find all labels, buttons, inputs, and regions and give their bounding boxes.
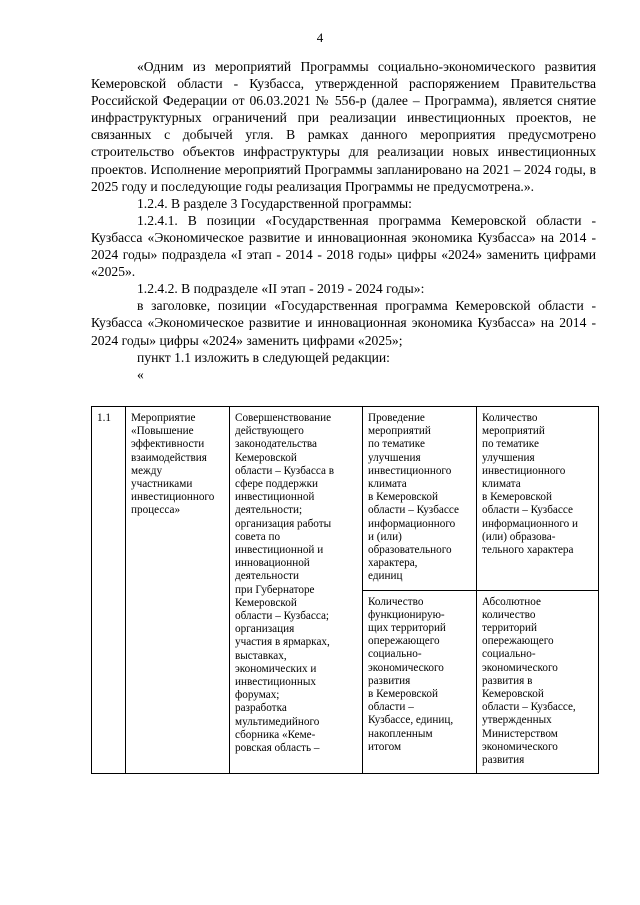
cell-number	[92, 407, 126, 774]
paragraph-1-2-4: 1.2.4. В разделе 3 Государственной программы:	[137, 195, 412, 211]
cell-indicator-name	[363, 590, 477, 774]
indicator-name-events: Проведение мероприятий по тематике улучшения инвестиционного климата в Кемеровской области – Кузбассе информационного и (или) образовательного характера, единиц	[368, 412, 459, 583]
page-number: 4	[316, 30, 324, 45]
open-quote: «	[137, 366, 144, 382]
paragraph-1-2-4-2: 1.2.4.2. В подразделе «II этап - 2019 - 2024 годы»:	[137, 281, 425, 297]
cell-measure	[126, 407, 230, 774]
cell-indicator-method	[477, 590, 599, 774]
measure-description: Совершенствование действующего законодательства Кемеровской области – Кузбасса в сфере поддержки инвестиционной деятельности; организация работы совета по инвестиционной и инновационной деятельности при Губернаторе Кемеровской области – Кузбасса; организация участия в ярмарках, выставках, экономических и инвестиционных форумах; разработка мультимедийного сборника «Кеме- ровская область –	[235, 412, 334, 755]
measure-name: Мероприятие «Повышение эффективности взаимодействия между участниками инвестиционного процесса»	[131, 412, 215, 517]
document-body	[91, 58, 596, 383]
indicator-method-events: Количество мероприятий по тематике улучшения инвестиционного климата в Кемеровской области – Кузбассе информационного и (или) образова- тельного характера	[482, 412, 579, 557]
cell-indicator-method	[477, 407, 599, 591]
paragraph-program-quote: «Одним из мероприятий Программы социально-экономического развития Кемеровской области - Кузбасса, утвержденной распоряжением Правительства Российской Федерации от 06.03.2021 № 556-р (далее – Программа), является снятие инфраструктурных ограничений при реализации инвестиционных проектов, не связанных с добычей угля. В рамках данного мероприятия предусмотрено строительство объектов инфраструктуры для реализации новых инвестиционных проектов. Исполнение мероприятий Программы запланировано на 2021 – 2024 годы, в 2025 году и последующие годы реализация Программы не предусмотрена.».	[91, 59, 596, 194]
paragraph-heading-change: в заголовке, позиции «Государственная программа Кемеровской области - Кузбасса «Экономическое развитие и инновационная экономика Кузбасса» на 2014 - 2024 годы» цифры «2024» заменить цифрами «2025»;	[91, 298, 596, 348]
indicator-method-territories: Абсолютное количество территорий опережающего социально- экономического развития в Кемеровской области – Кузбассе, утвержденных Министерством экономического развития	[482, 595, 576, 767]
paragraph-1-2-4-1: 1.2.4.1. В позиции «Государственная программа Кемеровской области - Кузбасса «Экономическое развитие и инновационная экономика Кузбасса» на 2014 - 2024 годы» подраздела «I этап - 2014 - 2018 годы» цифры «2024» заменить цифрами «2025».	[91, 212, 596, 280]
paragraph-item-1-1: пункт 1.1 изложить в следующей редакции:	[137, 349, 390, 365]
table-row	[92, 407, 599, 591]
cell-indicator-name	[363, 407, 477, 591]
indicator-name-territories: Количество функционирую- щих территорий опережающего социально- экономического развития в Кемеровской области – Кузбассе, единиц, накопленным итогом	[368, 595, 454, 753]
measures-table	[91, 406, 599, 774]
item-number: 1.1	[97, 412, 111, 424]
cell-description	[230, 407, 363, 774]
